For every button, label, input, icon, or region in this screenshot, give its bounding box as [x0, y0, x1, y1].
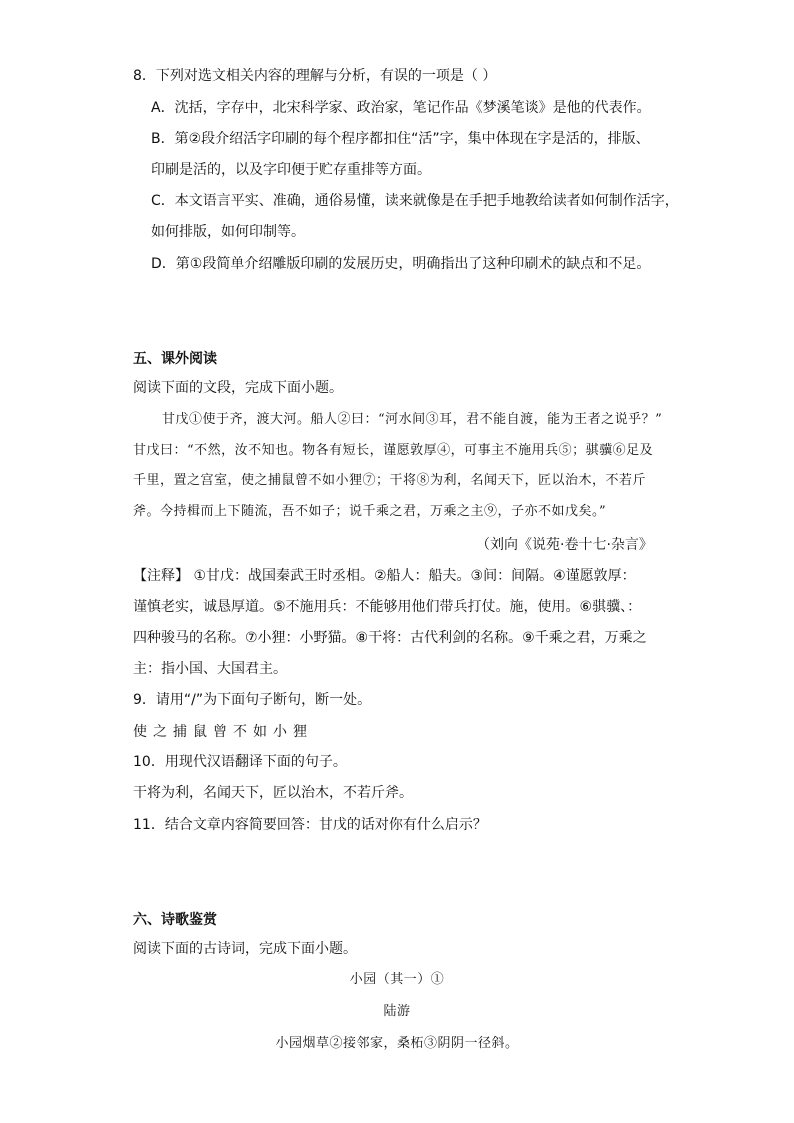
question-8-option-c-cont: 如何排版，如何印制等。	[151, 224, 305, 240]
question-11: 11．结合文章内容简要回答：甘戊的话对你有什么启示？	[133, 817, 487, 833]
poem-author: 陆游	[383, 1004, 411, 1019]
passage-source: （刘向《说苑·卷十七·杂言》	[476, 537, 653, 553]
question-10-sentence: 干将为利，名闻天下，匠以治木，不若斤斧。	[133, 785, 413, 801]
question-8-option-b: B．第②段介绍活字印刷的每个程序都扣住“活”字，集中体现在字是活的，排版、	[151, 131, 650, 147]
passage-line: 甘戊①使于齐，渡大河。船人②曰：“河水间③耳，君不能自渡，能为王者之说乎？”	[162, 412, 663, 427]
poem-title: 小园（其一）①	[349, 972, 445, 987]
section-5-heading: 五、课外阅读	[133, 351, 217, 367]
passage-line: 千里，置之宫室，使之捕鼠曾不如小狸⑦；干将⑧为利，名闻天下，匠以治木，不若斤	[133, 473, 647, 488]
poem-line: 小园烟草②接邻家，桑柘③阴阴一径斜。	[275, 1036, 519, 1051]
notes-line: 【注释】 ①甘戊：战国秦武王时丞相。②船人：船夫。③间：间隔。④谨愿敦厚：	[133, 568, 636, 584]
question-8-option-a: A．沈括，字存中，北宋科学家、政治家，笔记作品《梦溪笔谈》是他的代表作。	[151, 100, 651, 116]
question-9-sentence: 使之捕鼠曾不如小狸	[133, 724, 313, 740]
notes-line: 谨慎老实，诚恳厚道。⑤不施用兵：不能够用他们带兵打仗。施，使用。⑥骐骥、：	[133, 599, 642, 615]
question-8-stem: 8．下列对选文相关内容的理解与分析，有误的一项是（ ）	[133, 68, 497, 84]
notes-line: 四种骏马的名称。⑦小狸：小野猫。⑧干将：古代利剑的名称。⑨千乘之君，万乘之	[133, 630, 647, 646]
passage-line: 甘戊曰：“不然，汝不知也。物各有短长，谨愿敦厚④，可事主不施用兵⑤；骐骥⑥足及	[133, 443, 654, 458]
question-8-option-c: C．本文语言平实、准确，通俗易懂，读来就像是在手把手地教给读者如何制作活字，	[151, 193, 679, 209]
passage-line: 斧。今持楫而上下随流，吾不如子；说千乘之君，万乘之主⑨，子亦不如戊矣。”	[133, 504, 607, 519]
question-8-option-d: D．第①段简单介绍雕版印刷的发展历史，明确指出了这种印刷术的缺点和不足。	[151, 256, 651, 272]
section-6-heading: 六、诗歌鉴赏	[133, 912, 217, 928]
section-6-instruction: 阅读下面的古诗词，完成下面小题。	[133, 941, 357, 957]
notes-line: 主：指小国、大国君主。	[133, 661, 287, 677]
section-5-instruction: 阅读下面的文段，完成下面小题。	[133, 380, 343, 396]
question-9: 9．请用“/”为下面句子断句，断一处。	[133, 692, 372, 708]
question-8-option-b-cont: 印刷是活的，以及字印便于贮存重排等方面。	[151, 162, 431, 178]
question-10: 10．用现代汉语翻译下面的句子。	[133, 754, 347, 770]
